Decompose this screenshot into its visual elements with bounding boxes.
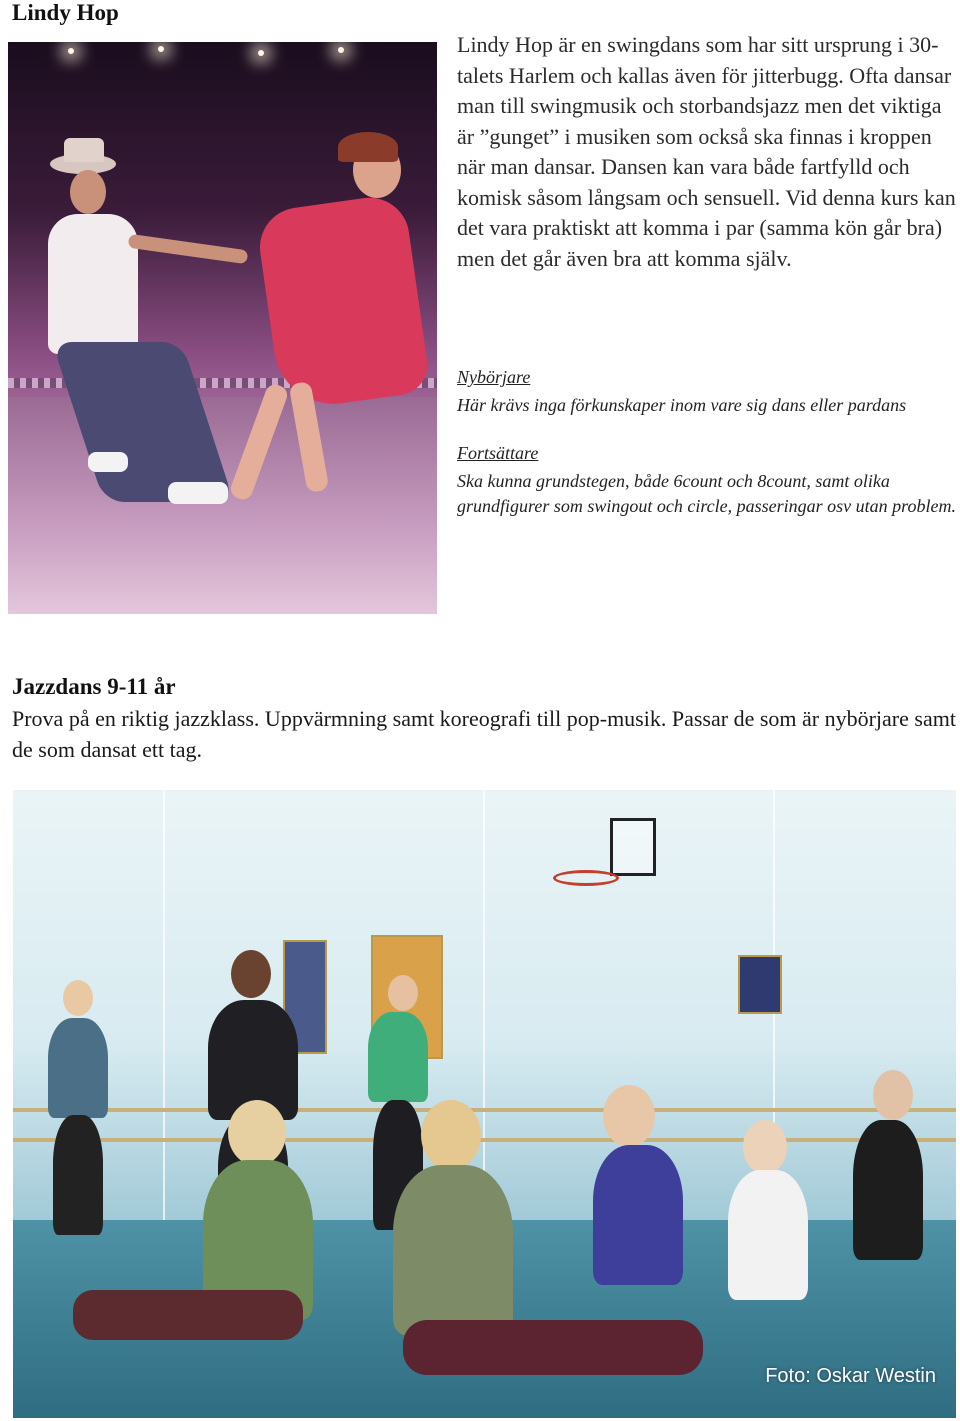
lindy-hop-dancers-photo bbox=[8, 42, 437, 614]
section-title-jazzdans: Jazzdans 9-11 år bbox=[12, 674, 176, 699]
level-description-continuation: Ska kunna grundstegen, både 6count och 8count, samt olika grundfigurer som swingout och circle, passeringar osv utan problem. bbox=[457, 471, 956, 516]
jazz-class-photo bbox=[13, 790, 956, 1418]
jazzdans-description: Prova på en riktig jazzklass. Uppvärmning samt koreografi till pop-musik. Passar de som är nybörjare samt de som dansat ett tag. bbox=[12, 706, 956, 762]
photo-credit: Foto: Oskar Westin bbox=[765, 1365, 936, 1387]
section-title-lindy-hop: Lindy Hop bbox=[12, 0, 119, 25]
level-label-continuation: Fortsättare bbox=[457, 443, 539, 463]
lindy-hop-description: Lindy Hop är en swingdans som har sitt ursprung i 30-talets Harlem och kallas även för jitterbugg. Ofta dansar man till swingmusik och storbandsjazz men det viktiga är ”gunget” i musiken som också ska finnas i kroppen när man dansar. Dansen kan vara både fartfylld och komisk såsom långsam och sensuell. Vid denna kurs kan det vara praktiskt att komma i par (samma kön går bra) men det går även bra att komma själv. bbox=[457, 32, 956, 271]
level-label-beginner: Nybörjare bbox=[457, 367, 531, 387]
level-description-beginner: Här krävs inga förkunskaper inom vare sig dans eller pardans bbox=[457, 395, 907, 415]
